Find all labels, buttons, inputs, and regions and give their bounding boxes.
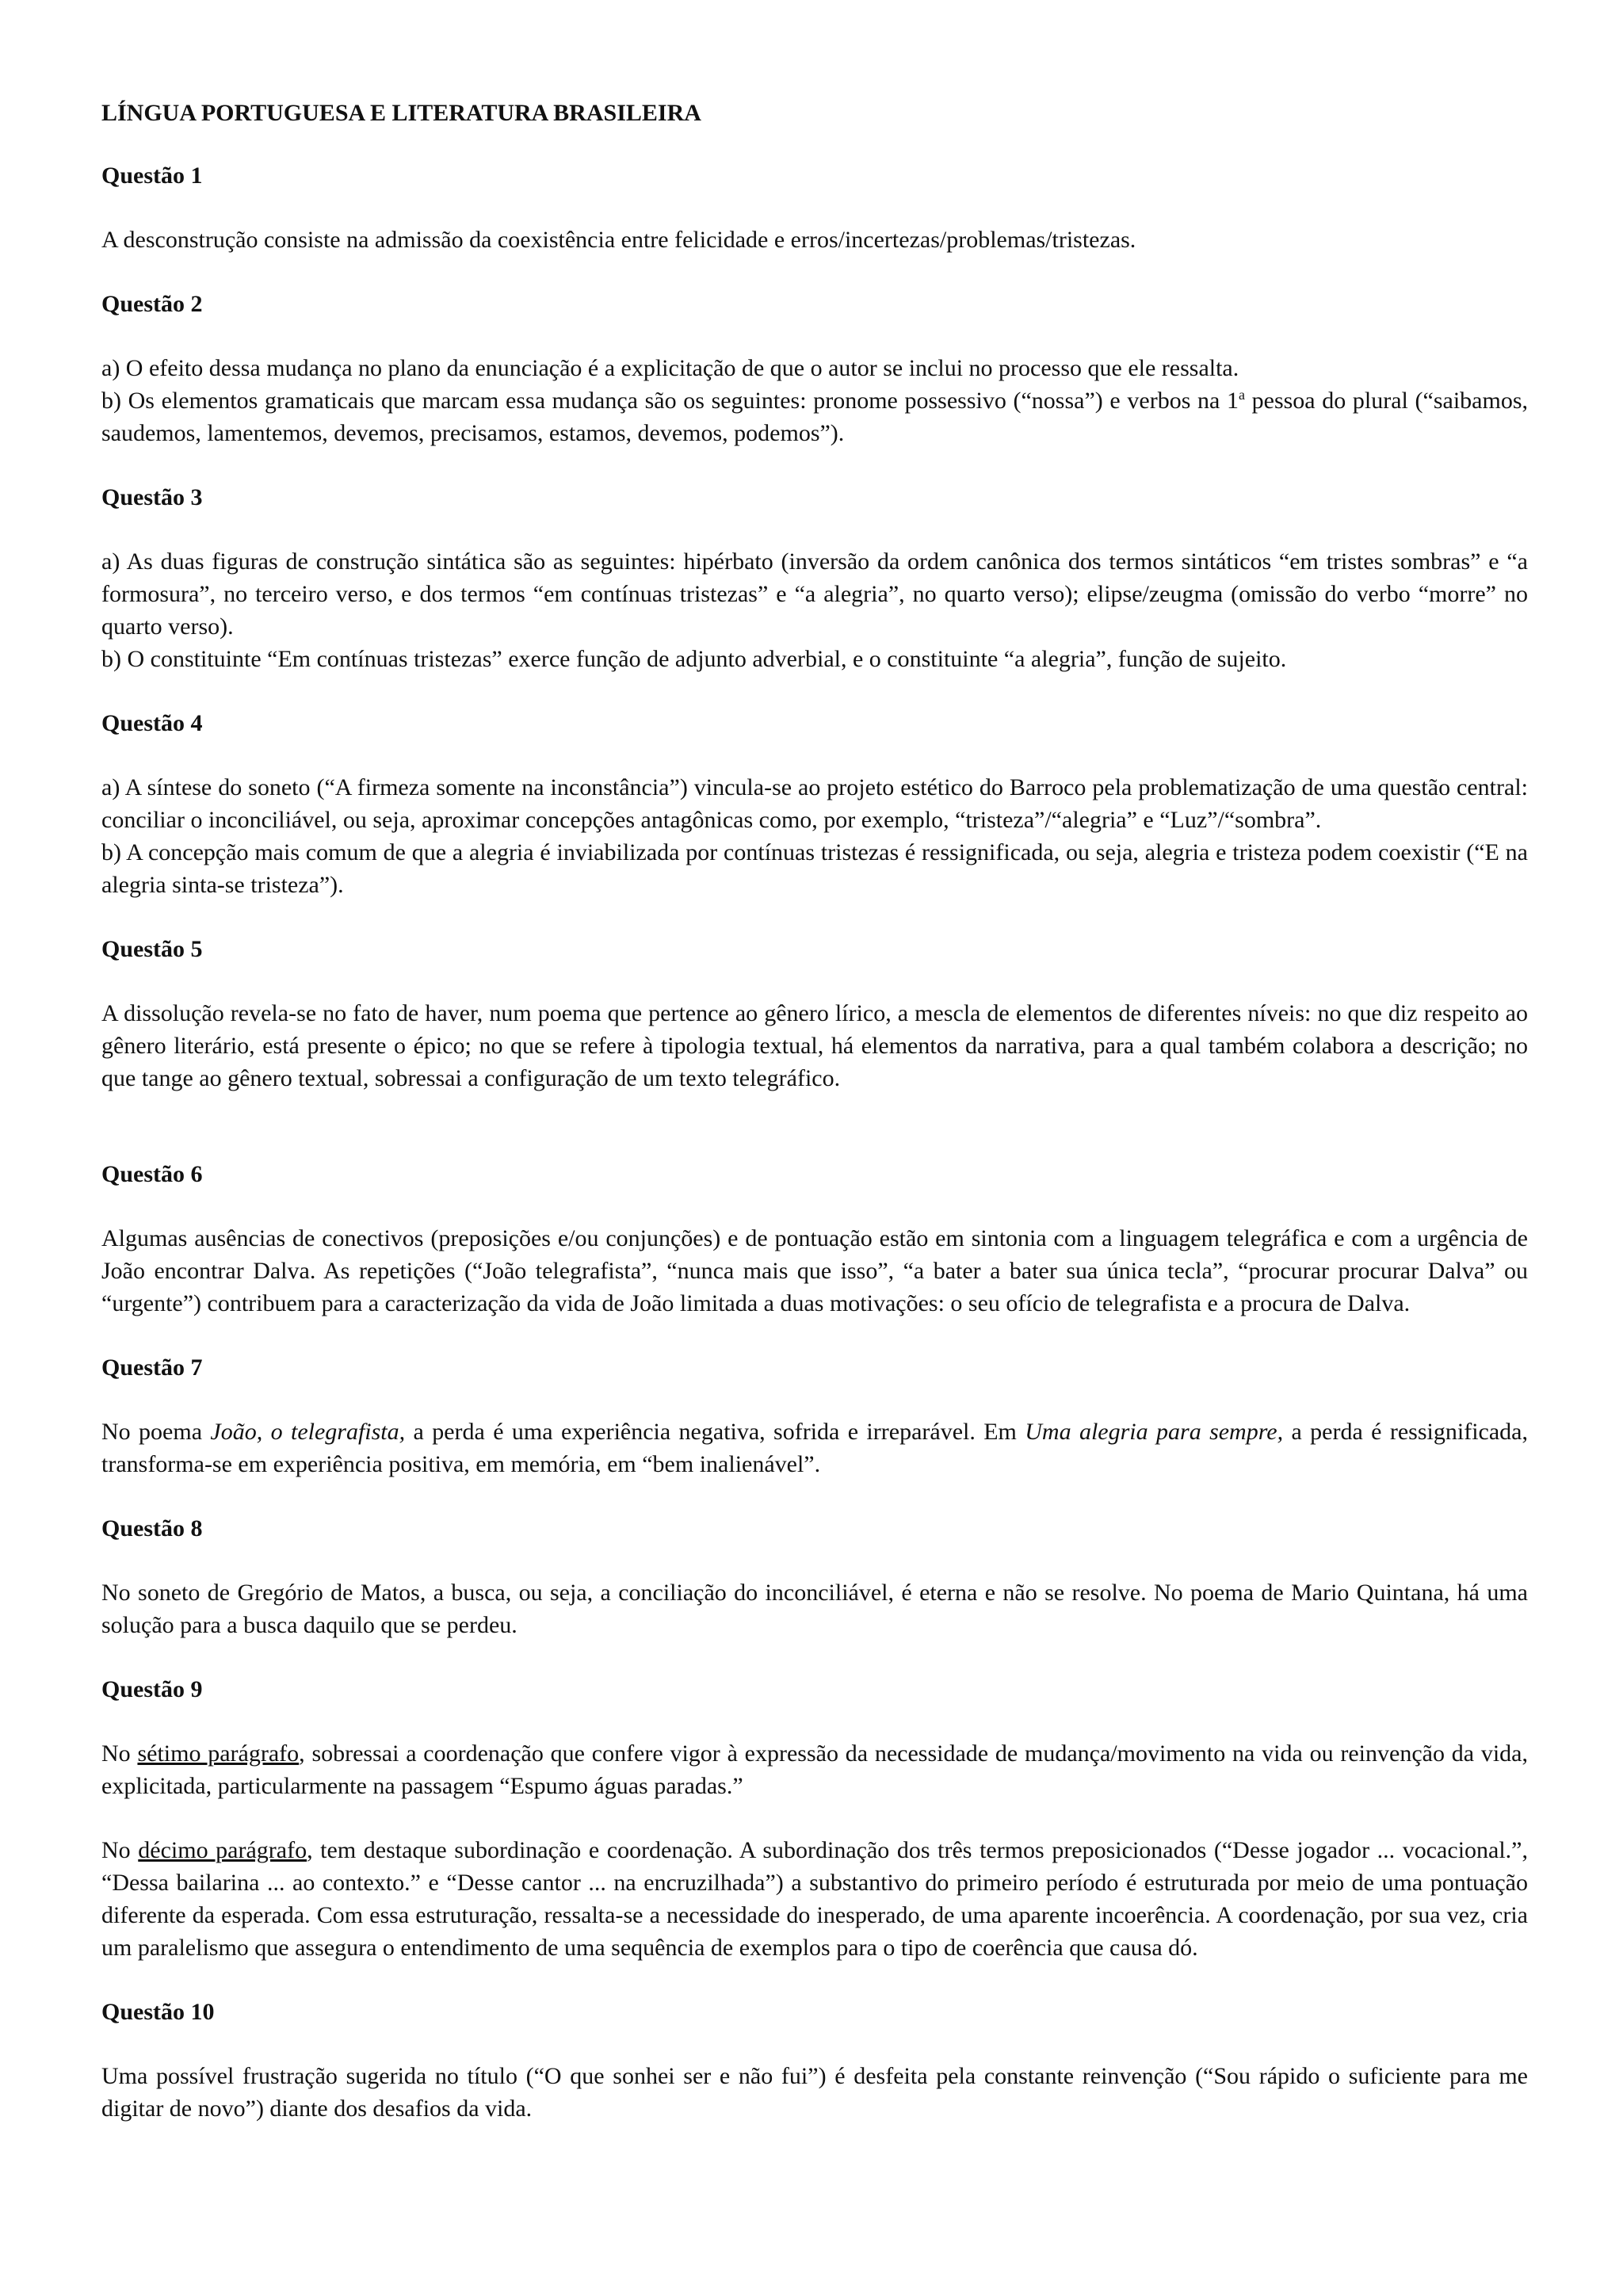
question-7-text-part2: a perda é uma experiência negativa, sofrida e irreparável. Em [405, 1419, 1025, 1445]
question-5-heading: Questão 5 [101, 936, 203, 962]
question-9-p1-rest: , sobressai a coordenação que confere vigor à expressão da necessidade de mudança/movimento na vida ou reinvenção da vida, explicitada, particularmente na passagem “Espumo águas paradas.” [101, 1740, 1528, 1799]
question-9-p2-prefix: No [101, 1837, 139, 1863]
question-6-text: Algumas ausências de conectivos (preposições e/ou conjunções) e de pontuação estão em sintonia com a linguagem telegráfica e com a urgência de João encontrar Dalva. As repetições (“João telegrafista”, “nunca mais que isso”, “a bater a bater sua única tecla”, “procurar procurar Dalva” ou “urgente”) contribuem para a caracterização da vida de João limitada a duas motivações: o seu ofício de telegrafista e a procura de Dalva. [101, 1225, 1528, 1316]
ordinal-superscript: a [1238, 387, 1245, 403]
question-4-item-a: a) A síntese do soneto (“A firmeza somente na inconstância”) vincula-se ao projeto estético do Barroco pela problematização de uma questão central: conciliar o inconciliável, ou seja, aproximar concepções antagônicas como, por exemplo, “tristeza”/“alegria” e “Luz”/“sombra”. [101, 774, 1528, 833]
section-spacer [101, 1126, 1528, 1158]
question-10-text: Uma possível frustração sugerida no título (“O que sonhei ser e não fui”) é desfeita pela constante reinvenção (“Sou rápido o suficiente para me digitar de novo”) diante dos desafios da vida. [101, 2063, 1528, 2122]
question-9-paragraph-1 [101, 1737, 1528, 1802]
question-7-text [101, 1415, 1528, 1480]
question-3-heading: Questão 3 [101, 484, 203, 510]
question-6-answer [101, 1222, 1528, 1320]
poem-title-joao: João, o telegrafista, [210, 1419, 406, 1445]
question-3-answer [101, 545, 1528, 675]
question-1-text: A desconstrução consiste na admissão da coexistência entre felicidade e erros/incertezas/problemas/tristezas. [101, 227, 1136, 253]
question-5-answer [101, 997, 1528, 1095]
question-1-heading: Questão 1 [101, 162, 203, 189]
question-9-answer-p1 [101, 1737, 1528, 1802]
question-3-item-b: b) O constituinte “Em contínuas tristezas” exerce função de adjunto adverbial, e o constituinte “a alegria”, função de sujeito. [101, 646, 1287, 672]
question-4-answer [101, 771, 1528, 901]
question-2-item-b-part1: b) Os elementos gramaticais que marcam essa mudança são os seguintes: pronome possessivo (“nossa”) e verbos na 1 [101, 388, 1239, 414]
document-page [101, 97, 1528, 2157]
question-9-paragraph-2 [101, 1834, 1528, 1964]
question-4-item-b: b) A concepção mais comum de que a alegria é inviabilizada por contínuas tristezas é ressignificada, ou seja, alegria e tristeza podem coexistir (“E na alegria sinta-se tristeza”). [101, 839, 1528, 898]
question-8-text: No soneto de Gregório de Matos, a busca, ou seja, a conciliação do inconciliável, é eterna e não se resolve. No poema de Mario Quintana, há uma solução para a busca daquilo que se perdeu. [101, 1580, 1528, 1638]
underlined-term-decimo: décimo parágrafo [138, 1837, 307, 1863]
question-4-heading: Questão 4 [101, 710, 203, 736]
question-9-p2-rest: , tem destaque subordinação e coordenação. A subordinação dos três termos preposicionados (“Desse jogador ... vocacional.”, “Dessa bailarina ... ao contexto.” e “Desse cantor ... na encruzilhada”) a substantivo do primeiro período é estruturada por meio de uma pontuação diferente da esperada. Com essa estruturação, ressalta-se a necessidade do inesperado, de uma aparente incoerência. A coordenação, por sua vez, cria um paralelismo que assegura o entendimento de uma sequência de exemplos para o tipo de coerência que causa dó. [101, 1837, 1528, 1961]
question-2-answer [101, 352, 1528, 449]
question-10-answer [101, 2060, 1528, 2125]
question-2-item-a: a) O efeito dessa mudança no plano da enunciação é a explicitação de que o autor se inclui no processo que ele ressalta. [101, 355, 1239, 381]
question-9-answer-p2 [101, 1834, 1528, 1964]
question-2-item-b [101, 384, 1528, 449]
question-1-answer [101, 223, 1528, 256]
question-3-item-a: a) As duas figuras de construção sintática são as seguintes: hipérbato (inversão da ordem canônica dos termos sintáticos “em tristes sombras” e “a formosura”, no terceiro verso, e dos termos “em contínuas tristezas” e “a alegria”, no quarto verso); elipse/zeugma (omissão do verbo “morre” no quarto verso). [101, 548, 1528, 640]
question-9-heading: Questão 9 [101, 1676, 203, 1702]
question-7-heading: Questão 7 [101, 1354, 203, 1381]
question-8-answer [101, 1576, 1528, 1641]
question-7-text-part1: No poema [101, 1419, 211, 1445]
question-6-heading: Questão 6 [101, 1161, 203, 1187]
question-5-text: A dissolução revela-se no fato de haver, num poema que pertence ao gênero lírico, a mescla de elementos de diferentes níveis: no que diz respeito ao gênero literário, está presente o épico; no que se refere à tipologia textual, há elementos da narrativa, para a qual também colabora a descrição; no que tange ao gênero textual, sobressai a configuração de um texto telegráfico. [101, 1000, 1528, 1091]
poem-title-alegria: Uma alegria para sempre, [1025, 1419, 1284, 1445]
question-2-heading: Questão 2 [101, 291, 203, 317]
question-9-p1-prefix: No [101, 1740, 138, 1767]
question-2-item-b-part2: pessoa do plural (“saibamos, saudemos, lamentemos, devemos, precisamos, estamos, devemos, podemos”). [101, 388, 1528, 446]
question-8-heading: Questão 8 [101, 1515, 203, 1541]
underlined-term-setimo: sétimo parágrafo [137, 1740, 300, 1767]
question-7-text-part3: a perda é ressignificada, transforma-se em experiência positiva, em memória, em “bem inalienável”. [101, 1419, 1528, 1477]
document-title: LÍNGUA PORTUGUESA E LITERATURA BRASILEIRA [101, 100, 701, 126]
question-7-answer [101, 1415, 1528, 1480]
question-10-heading: Questão 10 [101, 1999, 215, 2025]
